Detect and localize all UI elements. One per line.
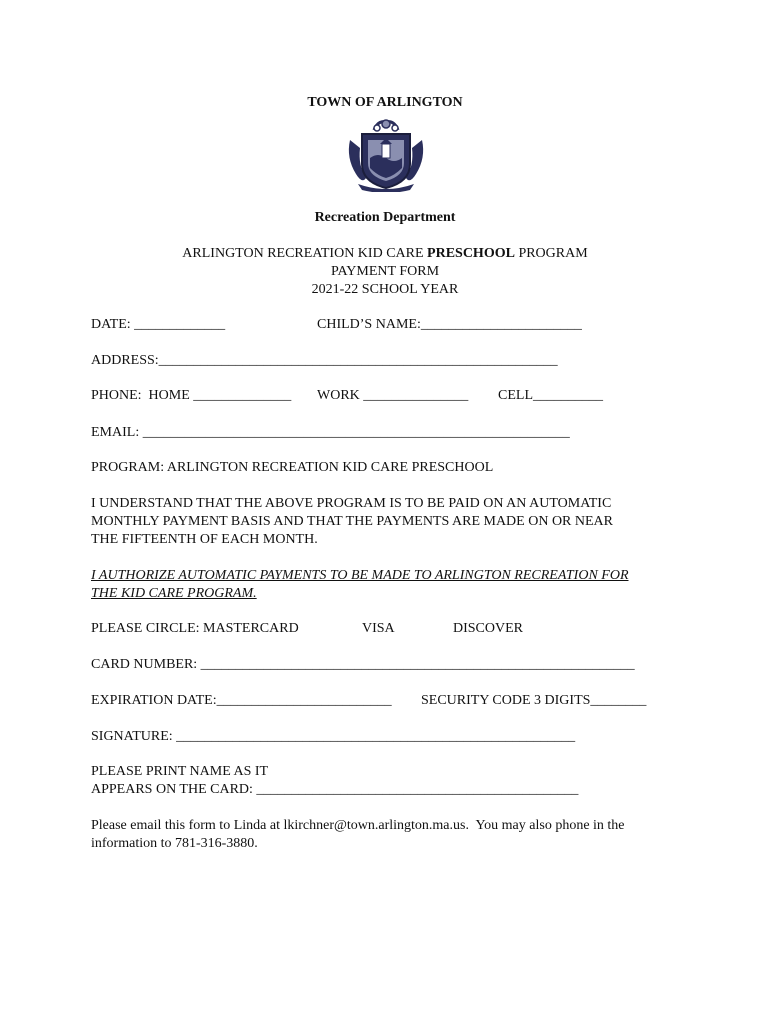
statement-line-3: THE FIFTEENTH OF EACH MONTH. xyxy=(91,532,318,547)
phone-home-field[interactable]: PHONE: HOME ______________ xyxy=(91,388,292,403)
form-title: PAYMENT FORM xyxy=(330,264,440,279)
authorization-line-1: I AUTHORIZE AUTOMATIC PAYMENTS TO BE MADE TO ARLINGTON RECREATION FOR xyxy=(91,568,629,583)
program-title-prefix: ARLINGTON RECREATION KID CARE xyxy=(182,246,428,261)
statement-line-2: MONTHLY PAYMENT BASIS AND THAT THE PAYMENTS ARE MADE ON OR NEAR xyxy=(91,514,613,529)
footer-line-2: information to 781-316-3880. xyxy=(91,836,258,851)
date-field[interactable]: DATE: _____________ xyxy=(91,317,226,332)
town-seal-image xyxy=(344,118,428,192)
address-field[interactable]: ADDRESS:_________________________________________________________ xyxy=(91,353,558,368)
email-field[interactable]: EMAIL: _____________________________________________________________ xyxy=(91,425,570,440)
child-name-field[interactable]: CHILD’S NAME:_______________________ xyxy=(317,317,582,332)
program-title-preschool: PRESCHOOL xyxy=(427,246,515,261)
print-name-label: PLEASE PRINT NAME AS IT xyxy=(91,764,269,779)
footer-line-1: Please email this form to Linda at lkirchner@town.arlington.ma.us. You may also phone in the xyxy=(91,818,625,833)
program-title-suffix: PROGRAM xyxy=(514,246,588,261)
security-code-field[interactable]: SECURITY CODE 3 DIGITS________ xyxy=(421,693,647,708)
print-name-field[interactable]: APPEARS ON THE CARD: ______________________________________________ xyxy=(91,782,579,797)
school-year: 2021-22 SCHOOL YEAR xyxy=(311,282,459,297)
expiration-date-field[interactable]: EXPIRATION DATE:_________________________ xyxy=(91,693,392,708)
department-title: Recreation Department xyxy=(314,210,456,225)
program-title xyxy=(0,245,770,263)
statement-line-1: I UNDERSTAND THAT THE ABOVE PROGRAM IS TO BE PAID ON AN AUTOMATIC xyxy=(91,496,612,511)
town-seal-icon xyxy=(344,118,428,192)
authorization-line-2: THE KID CARE PROGRAM. xyxy=(91,586,257,601)
town-title: TOWN OF ARLINGTON xyxy=(307,95,463,110)
card-option-visa[interactable]: VISA xyxy=(362,621,395,636)
card-number-field[interactable]: CARD NUMBER: ______________________________________________________________ xyxy=(91,657,635,672)
program-line: PROGRAM: ARLINGTON RECREATION KID CARE PRESCHOOL xyxy=(91,460,494,475)
card-option-discover[interactable]: DISCOVER xyxy=(453,621,524,636)
phone-cell-field[interactable]: CELL__________ xyxy=(498,388,603,403)
phone-work-field[interactable]: WORK _______________ xyxy=(317,388,469,403)
signature-field[interactable]: SIGNATURE: _________________________________________________________ xyxy=(91,729,576,744)
card-circle-label: PLEASE CIRCLE: MASTERCARD xyxy=(91,621,299,636)
